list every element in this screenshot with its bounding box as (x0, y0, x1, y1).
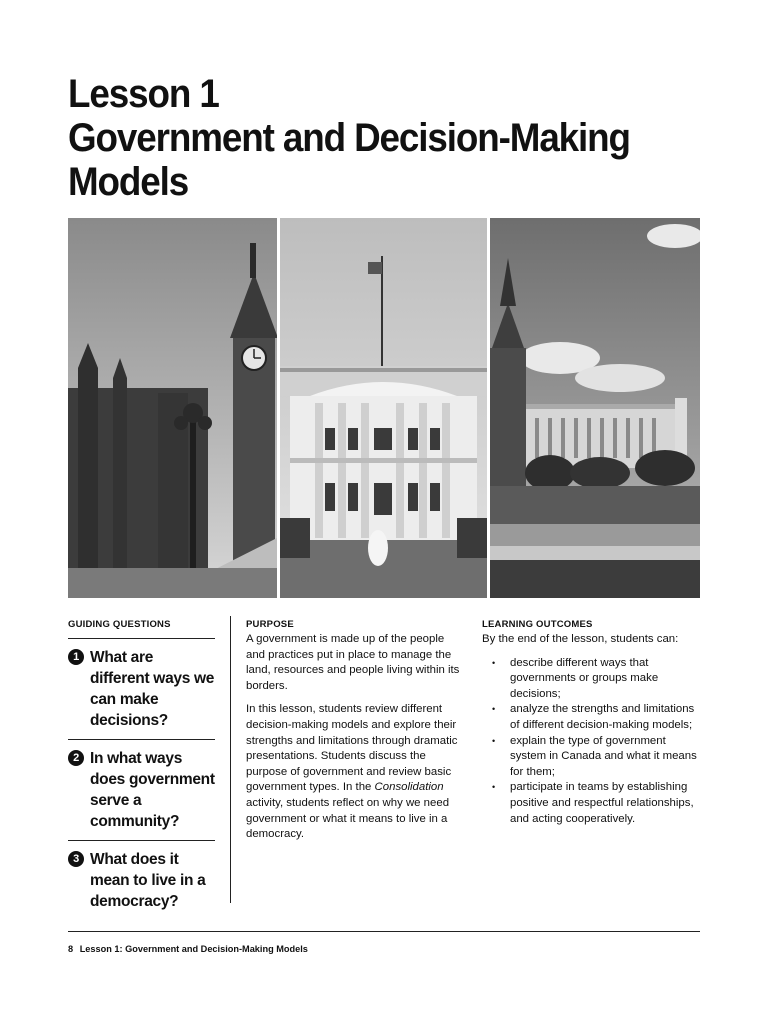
list-item: • analyze the strengths and limitations of different decision-making models; (482, 702, 704, 733)
purpose-heading: PURPOSE (246, 619, 294, 630)
purpose-paragraph-1: A government is made up of the people and practices put in place to manage the land, resources and people living within its borders. (246, 633, 460, 692)
purpose-paragraph-2-text: In this lesson, students review different decision-making models and explore their strengths and limitations through dramatic presentations. Students discuss the purpose of government and review basic government types. In the (246, 703, 458, 794)
title-line-3: Models (68, 160, 189, 204)
list-item: • explain the type of government system in Canada and what it means for them; (482, 734, 704, 781)
page-title (68, 72, 675, 204)
title-line-1: Lesson 1 (68, 72, 219, 116)
purpose-section (246, 619, 464, 851)
learning-outcomes-intro: By the end of the lesson, students can: (482, 633, 679, 645)
number-2-icon: 2 (68, 750, 84, 766)
footer-text: Lesson 1: Government and Decision-Making Models (79, 944, 308, 954)
big-ben-parliament-photo (68, 218, 277, 598)
guiding-question-text: In what ways does government serve a community? (90, 750, 215, 830)
purpose-paragraph-2 (246, 702, 464, 842)
purpose-paragraph-2-text-end: activity, students reflect on why we need government or what it means to live in a democracy. (246, 796, 450, 841)
guiding-questions-section (68, 619, 215, 920)
photo-strip (68, 218, 700, 598)
title-line-2: Government and Decision-Making (68, 116, 630, 160)
guiding-question-text: What does it mean to live in a democracy? (90, 851, 206, 910)
number-1-icon: 1 (68, 649, 84, 665)
list-item: • participate in teams by establishing positive and respectful relationships, and acting cooperatively. (482, 780, 704, 827)
guiding-questions-heading: GUIDING QUESTIONS (68, 619, 171, 630)
list-item: • describe different ways that governments or groups make decisions; (482, 656, 704, 703)
footer-divider (68, 931, 700, 932)
white-house-photo (280, 218, 487, 598)
column-divider (230, 616, 231, 903)
guiding-question-1 (68, 639, 215, 739)
learning-outcomes-list (482, 656, 704, 828)
learning-outcomes-section (482, 619, 704, 827)
guiding-question-2 (68, 740, 215, 840)
page-number: 8 (68, 944, 74, 954)
learning-outcomes-heading: LEARNING OUTCOMES (482, 619, 593, 630)
guiding-question-3 (68, 841, 215, 920)
consolidation-emphasis: Consolidation (374, 781, 444, 794)
guiding-question-text: What are different ways we can make decisions? (90, 649, 215, 729)
number-3-icon: 3 (68, 851, 84, 867)
kremlin-photo (490, 218, 700, 598)
page-footer (68, 944, 312, 954)
